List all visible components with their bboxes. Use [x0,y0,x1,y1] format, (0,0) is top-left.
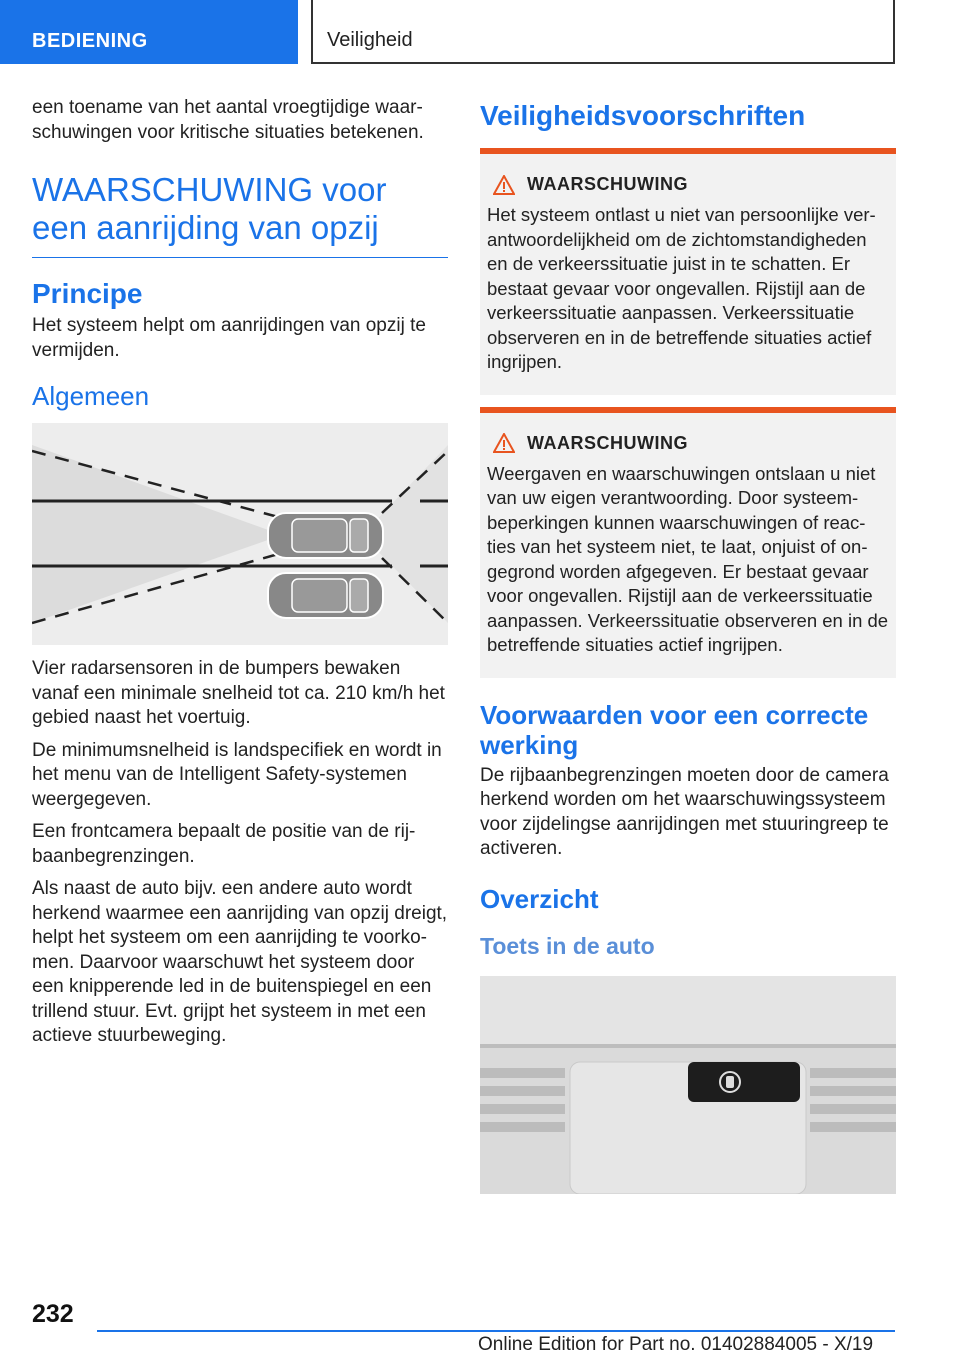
radar-zones-illustration [32,423,448,645]
paragraph-min-speed: De minimumsnelheid is landspecifiek en wordt in het menu van de Intelligent Safety-systemen weergegeven. [32,739,442,810]
general-heading: Algemeen [32,381,150,411]
right-column [480,100,896,1194]
warning-title: WAARSCHUWING [527,174,688,194]
side-collision-diagram [32,423,448,645]
warning-title: WAARSCHUWING [527,432,688,453]
warning-box-1 [480,148,896,395]
paragraph-radar: Vier radarsensoren in de bumpers bewaken vanaf een minimale snelheid tot ca. 210 km/h het gebied naast het voertuig. [32,658,445,728]
warning-triangle-icon [493,175,515,195]
conditions-text: De rijbaanbegrenzingen moeten door de camera herkend worden om het waarschuwingssysteem voor zijdelingse aanrijdingen met stuuringreep te activeren. [480,764,889,859]
safety-heading: Veiligheidsvoorschriften [480,100,806,131]
warning-text: Weergaven en waarschuwingen ontslaan u niet van uw eigen verantwoording. Door systeem-beperkingen kunnen waarschuwingen of reac-ties van het systeem niet, te laat, onjuist of on-gegrond worden afgegeven. Er bestaat gevaar voor ongevallen. Rijstijl aan de verkeerssituatie aanpassen. Verkeerssituatie observeren en in de betreffende situaties actief ingrijpen. [487,462,889,655]
overview-heading: Overzicht [480,883,599,914]
chapter-label: Veiligheid [327,29,413,51]
edition-text: Online Edition for Part no. 01402884005 - X/19 [478,1334,874,1355]
console-button-illustration [480,976,896,1194]
intro-paragraph: een toename van het aantal vroegtijdige waar-schuwingen voor kritische situaties betekenen. [32,97,424,143]
paragraph-camera: Een frontcamera bepaalt de positie van de rij-baanbegrenzingen. [32,821,416,867]
chapter-tab [311,0,895,64]
ego-car [268,513,383,558]
button-heading: Toets in de auto [480,932,655,959]
warning-text: Het systeem ontlast u niet van persoonlijke ver-antwoordelijkheid om de zichtomstandigheden en de verkeerssituatie juist in te schatten. Er bestaat gevaar voor ongevallen. Rijstijl aan de verkeerssituatie aanpassen. Verkeerssituatie observeren en in de betreffende situaties actief ingrijpen. [487,204,876,372]
conditions-heading: Voorwaarden voor een correcte werking [480,699,869,760]
adjacent-car [268,573,383,618]
left-column [32,96,448,1057]
principle-heading: Principe [32,278,143,309]
paragraph-intervention: Als naast de auto bijv. een andere auto wordt herkend waarmee een aanrijding van opzij dreigt, helpt het systeem om een aanrijding te voorko-men. Daarvoor waarschuwt het systeem door een knipperende led in de buitenspiegel en een trillend stuur. Evt. grijpt het systeem in met een actieve stuurbeweging. [32,878,448,1046]
page-number: 232 [32,1300,74,1328]
section-tab [0,0,298,64]
section-title: WAARSCHUWING voor een aanrijding van opzij [32,171,448,258]
principle-text: Het systeem helpt om aanrijdingen van opzij te vermijden. [32,315,426,361]
warning-box-2 [480,407,896,678]
warning-triangle-icon [493,433,515,453]
dashboard-button-photo [480,976,896,1194]
footer-rule [97,1330,895,1332]
section-label: BEDIENING [32,30,148,52]
